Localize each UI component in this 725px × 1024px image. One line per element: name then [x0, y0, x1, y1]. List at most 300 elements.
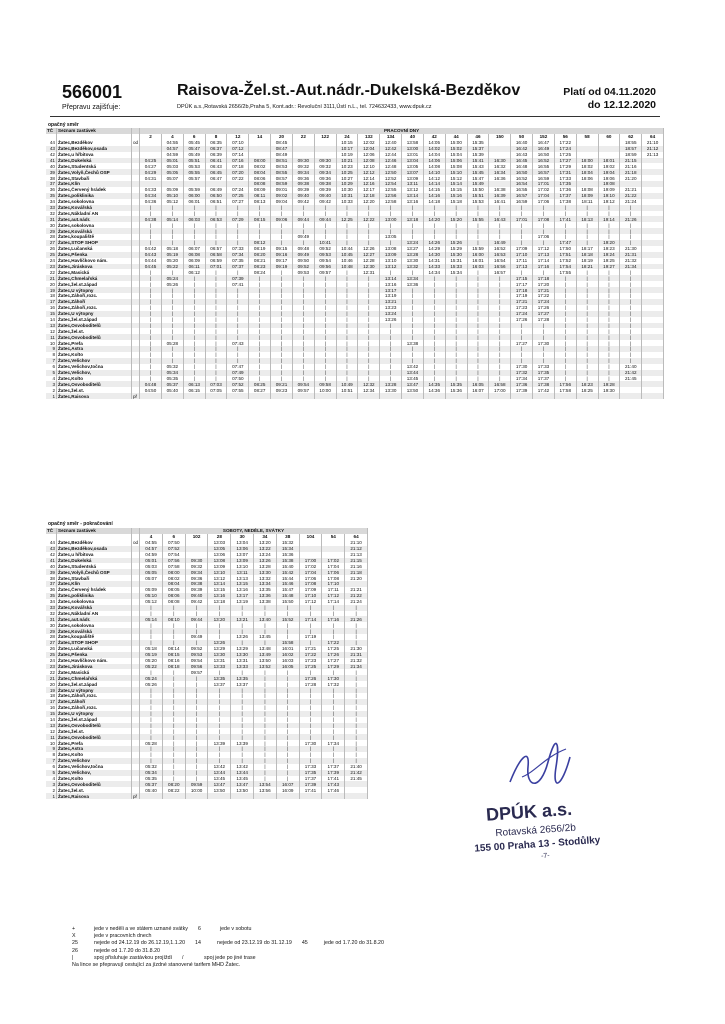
departure-time: |	[467, 211, 489, 217]
departure-time: |	[336, 281, 358, 287]
departure-time: 13:06	[208, 552, 231, 558]
departure-time: |	[249, 370, 271, 376]
departure-time: 16:55	[511, 187, 533, 193]
stop-number: 6	[46, 764, 57, 770]
departure-time: |	[598, 358, 620, 364]
departure-time: |	[205, 269, 227, 275]
departure-time: |	[254, 622, 277, 628]
legend-text: nejede od 23.12.19 do 31.12.19	[217, 940, 292, 947]
stop-number: 25	[46, 652, 57, 658]
departure-time: |	[140, 699, 163, 705]
departure-time: |	[249, 358, 271, 364]
trip-number: 132	[358, 134, 380, 140]
departure-time: 05:10	[140, 593, 163, 599]
departure-time: 05:32	[140, 764, 163, 770]
departure-time: |	[402, 358, 424, 364]
departure-time: |	[299, 605, 322, 611]
departure-time: 17:09	[511, 246, 533, 252]
departure-time: 05:18	[161, 246, 183, 252]
departure-time: |	[183, 328, 205, 334]
departure-time: |	[345, 687, 368, 693]
departure-time: |	[620, 305, 642, 311]
departure-time: |	[271, 358, 293, 364]
stop-name: Žatec,sokolovna	[57, 622, 132, 628]
departure-time: |	[205, 240, 227, 246]
departure-time: |	[314, 364, 336, 370]
departure-time: |	[249, 311, 271, 317]
departure-time: 17:37	[322, 764, 345, 770]
departure-time: |	[271, 328, 293, 334]
departure-time: 17:41	[299, 787, 322, 793]
departure-time: |	[423, 358, 445, 364]
departure-time: |	[445, 364, 467, 370]
departure-time	[489, 393, 511, 399]
departure-time: |	[620, 317, 642, 323]
departure-time: 14:04	[423, 152, 445, 158]
departure-time: 16:00	[467, 252, 489, 258]
departure-time: |	[358, 311, 380, 317]
departure-time: |	[162, 764, 185, 770]
departure-time: 10:51	[336, 387, 358, 393]
departure-time: |	[205, 211, 227, 217]
departure-time: 04:31	[140, 175, 162, 181]
departure-time: |	[271, 293, 293, 299]
departure-time: 21:10	[642, 140, 664, 146]
departure-time: |	[576, 205, 598, 211]
departure-time: 21:45	[345, 776, 368, 782]
departure-time: |	[162, 711, 185, 717]
departure-time: 05:09	[161, 187, 183, 193]
stop-name: Žatec,žel.st.západ	[57, 681, 132, 687]
departure-time: 17:54	[554, 264, 576, 270]
departure-time: |	[533, 228, 555, 234]
departure-time: 13:10	[380, 258, 402, 264]
departure-time: |	[423, 234, 445, 240]
departure-time: 09:52	[185, 646, 208, 652]
departure-time: |	[183, 281, 205, 287]
departure-time: 13:09	[402, 175, 424, 181]
departure-time: |	[314, 222, 336, 228]
departure-time: 13:05	[380, 234, 402, 240]
departure-time: 15:10	[445, 169, 467, 175]
departure-time: 09:32	[292, 163, 314, 169]
departure-time: 05:24	[161, 275, 183, 281]
departure-time	[345, 793, 368, 799]
departure-time: |	[423, 299, 445, 305]
departure-time: |	[276, 776, 299, 782]
departure-time: 05:10	[161, 193, 183, 199]
departure-time: 15:37	[467, 146, 489, 152]
departure-time: |	[140, 317, 162, 323]
departure-time: |	[620, 287, 642, 293]
departure-time: 06:53	[205, 216, 227, 222]
departure-time: 16:58	[489, 381, 511, 387]
legend-text: jede v sobotu	[219, 926, 252, 932]
departure-time: |	[183, 352, 205, 358]
stop-number: 28	[46, 634, 57, 640]
departure-time: 09:42	[314, 199, 336, 205]
stop-number: 44	[46, 540, 57, 546]
departure-time: |	[380, 211, 402, 217]
departure-time: 07:49	[227, 370, 249, 376]
departure-time: 17:58	[554, 387, 576, 393]
departure-time: 17:27	[511, 340, 533, 346]
departure-time: 06:50	[205, 193, 227, 199]
departure-time: |	[598, 323, 620, 329]
departure-time: 17:04	[533, 193, 555, 199]
departure-time: 15:34	[445, 269, 467, 275]
departure-time: |	[554, 234, 576, 240]
departure-time: 09:40	[292, 193, 314, 199]
departure-time	[402, 393, 424, 399]
stop-number: 23	[46, 664, 57, 670]
departure-time: 14:29	[423, 246, 445, 252]
departure-time: 19:24	[598, 252, 620, 258]
departure-time: |	[336, 334, 358, 340]
departure-time: 09:34	[314, 169, 336, 175]
departure-time: |	[358, 305, 380, 311]
departure-time: 09:42	[292, 199, 314, 205]
departure-time: 16:41	[489, 199, 511, 205]
stop-number: 26	[46, 246, 57, 252]
departure-time: 19:06	[598, 175, 620, 181]
departure-time: |	[271, 234, 293, 240]
departure-time: |	[554, 328, 576, 334]
stop-number: 7	[46, 758, 57, 764]
departure-time: |	[254, 705, 277, 711]
departure-time: 17:37	[554, 193, 576, 199]
departure-time: 17:19	[511, 293, 533, 299]
departure-time: |	[511, 328, 533, 334]
trip-number: 46	[467, 134, 489, 140]
departure-time: |	[292, 364, 314, 370]
departure-time: |	[162, 776, 185, 782]
departure-time: |	[489, 287, 511, 293]
stop-number: 36	[46, 587, 57, 593]
departure-time: |	[140, 705, 163, 711]
departure-time: 13:20	[208, 616, 231, 622]
departure-time: |	[227, 305, 249, 311]
departure-time: 07:29	[227, 216, 249, 222]
departure-time: 19:23	[598, 246, 620, 252]
departure-time: 17:12	[299, 599, 322, 605]
departure-time: 09:49	[292, 252, 314, 258]
departure-time: 06:47	[205, 175, 227, 181]
departure-time: |	[445, 299, 467, 305]
trip-number: 38	[276, 534, 299, 540]
departure-time: |	[185, 770, 208, 776]
departure-time: 21:31	[345, 652, 368, 658]
departure-time: |	[183, 234, 205, 240]
departure-time: 12:55	[380, 187, 402, 193]
departure-time: 09:53	[314, 252, 336, 258]
departure-time: |	[423, 370, 445, 376]
departure-time: |	[140, 622, 163, 628]
departure-time: 09:44	[185, 616, 208, 622]
departure-time: 17:41	[554, 216, 576, 222]
departure-time: |	[140, 234, 162, 240]
departure-time: 05:37	[161, 381, 183, 387]
departure-time: |	[423, 364, 445, 370]
departure-time: |	[205, 299, 227, 305]
departure-time	[467, 393, 489, 399]
departure-time: |	[576, 328, 598, 334]
departure-time: |	[467, 275, 489, 281]
departure-time: |	[140, 269, 162, 275]
departure-time: 13:26	[208, 640, 231, 646]
departure-time: 17:21	[533, 287, 555, 293]
departure-time: |	[554, 346, 576, 352]
departure-time: |	[467, 222, 489, 228]
departure-time: |	[254, 681, 277, 687]
departure-time: 08:49	[271, 152, 293, 158]
departure-time: 08:00	[162, 569, 185, 575]
legend-text: jede od 1.7.20 do 31.8.20	[323, 940, 384, 947]
trip-number: 54	[322, 534, 345, 540]
station-header: Seznam zastávek	[57, 128, 132, 134]
departure-time: 19:25	[598, 258, 620, 264]
departure-time: |	[292, 305, 314, 311]
departure-time: 14:05	[423, 140, 445, 146]
departure-time: |	[336, 234, 358, 240]
validity	[563, 86, 656, 112]
departure-time: 05:24	[140, 675, 163, 681]
departure-time: |	[292, 299, 314, 305]
departure-time: |	[276, 687, 299, 693]
departure-time: |	[292, 317, 314, 323]
departure-time: |	[576, 281, 598, 287]
departure-time	[554, 393, 576, 399]
departure-time: 14:34	[423, 269, 445, 275]
departure-time: 21:16	[345, 563, 368, 569]
departure-time: 17:21	[511, 299, 533, 305]
stop-name: Žatec,Osvoboditelů	[57, 781, 132, 787]
departure-time	[140, 393, 162, 399]
departure-time: 09:56	[314, 264, 336, 270]
departure-time: 13:11	[231, 569, 254, 575]
departure-time: |	[402, 323, 424, 329]
departure-time: |	[205, 287, 227, 293]
departure-time: |	[345, 634, 368, 640]
departure-time: 04:59	[161, 152, 183, 158]
departure-time: 05:03	[161, 163, 183, 169]
departure-time	[161, 393, 183, 399]
departure-time: |	[205, 222, 227, 228]
departure-time: 13:21	[231, 616, 254, 622]
stop-number: 39	[46, 169, 57, 175]
departure-time: 17:42	[533, 387, 555, 393]
stop-name: Žatec,U výtopny	[57, 287, 132, 293]
stop-name: Žatec,Dukelská	[57, 158, 132, 164]
departure-time: 15:04	[445, 152, 467, 158]
departure-time: 04:57	[161, 146, 183, 152]
departure-time: 17:10	[299, 593, 322, 599]
departure-time: 15:29	[445, 246, 467, 252]
departure-time: |	[345, 746, 368, 752]
departure-time: |	[358, 293, 380, 299]
legend-symbol: +	[72, 926, 76, 932]
departure-time: |	[161, 317, 183, 323]
departure-time: |	[254, 693, 277, 699]
departure-time: 09:49	[185, 634, 208, 640]
departure-time: |	[140, 346, 162, 352]
departure-time: 07:58	[162, 563, 185, 569]
departure-time: 18:19	[576, 258, 598, 264]
departure-time: 10:00	[185, 787, 208, 793]
departure-time: 21:21	[620, 187, 642, 193]
stop-number: 20	[46, 681, 57, 687]
departure-time: |	[208, 752, 231, 758]
departure-time: 10:44	[336, 246, 358, 252]
departure-time: |	[254, 752, 277, 758]
departure-time: 17:36	[554, 187, 576, 193]
departure-time: |	[231, 734, 254, 740]
trip-number: 20	[271, 134, 293, 140]
legend-symbol: 6	[197, 926, 201, 932]
stop-name: Žatec,Pšenka	[57, 652, 132, 658]
departure-time: |	[620, 358, 642, 364]
stop-name: Žatec,STOP SHOP	[57, 640, 132, 646]
departure-time: |	[254, 740, 277, 746]
departure-time: |	[336, 222, 358, 228]
departure-time: |	[254, 711, 277, 717]
departure-time: |	[140, 634, 163, 640]
legend-symbol: |	[72, 954, 74, 961]
departure-time: 09:42	[185, 599, 208, 605]
departure-time: |	[314, 323, 336, 329]
departure-time: |	[445, 305, 467, 311]
departure-time: 13:47	[208, 781, 231, 787]
departure-time: 13:42	[208, 764, 231, 770]
departure-time: |	[249, 305, 271, 311]
departure-time: |	[231, 605, 254, 611]
departure-time: |	[140, 328, 162, 334]
departure-time: |	[380, 352, 402, 358]
departure-time: 21:30	[620, 246, 642, 252]
departure-time: 13:07	[402, 169, 424, 175]
departure-time: |	[345, 605, 368, 611]
departure-time: 17:34	[322, 740, 345, 746]
departure-time: 13:48	[254, 646, 277, 652]
departure-time: 13:09	[380, 252, 402, 258]
departure-time: |	[423, 211, 445, 217]
departure-time: 13:16	[208, 593, 231, 599]
departure-time: |	[322, 752, 345, 758]
departure-time: 21:18	[620, 169, 642, 175]
departure-time: 17:30	[299, 740, 322, 746]
departure-time: |	[185, 764, 208, 770]
departure-time: |	[162, 752, 185, 758]
departure-time: |	[554, 305, 576, 311]
departure-time: |	[140, 370, 162, 376]
departure-time: 17:12	[322, 593, 345, 599]
stop-name: Žatec,Záhoří,rozc.	[57, 693, 132, 699]
departure-time: 09:17	[271, 258, 293, 264]
departure-time: |	[271, 323, 293, 329]
departure-time: |	[423, 305, 445, 311]
departure-time: |	[445, 293, 467, 299]
departure-time: 15:49	[467, 181, 489, 187]
departure-time: 17:26	[299, 675, 322, 681]
departure-time: 13:50	[208, 787, 231, 793]
departure-time: |	[183, 334, 205, 340]
departure-time: |	[336, 317, 358, 323]
departure-time: |	[576, 240, 598, 246]
departure-time: 04:33	[140, 187, 162, 193]
departure-time	[227, 393, 249, 399]
departure-time	[380, 393, 402, 399]
departure-time: 09:23	[271, 387, 293, 393]
departure-time: 21:32	[345, 658, 368, 664]
departure-time: |	[162, 611, 185, 617]
departure-time: |	[322, 758, 345, 764]
departure-time: 21:34	[345, 664, 368, 670]
stop-name: Žatec,Nákladní AN	[57, 611, 132, 617]
departure-time: 21:32	[620, 258, 642, 264]
departure-time: 17:09	[299, 587, 322, 593]
departure-time: |	[620, 222, 642, 228]
departure-time: 13:44	[402, 370, 424, 376]
departure-time: 19:20	[598, 240, 620, 246]
departure-time: |	[140, 669, 163, 675]
departure-time: |	[140, 352, 162, 358]
departure-time: 14:06	[423, 158, 445, 164]
departure-time: 17:30	[511, 364, 533, 370]
departure-time: 16:57	[533, 169, 555, 175]
departure-time: 15:36	[445, 387, 467, 393]
departure-time: |	[292, 376, 314, 382]
departure-time: |	[292, 370, 314, 376]
departure-time: |	[554, 311, 576, 317]
departure-time: 13:26	[380, 317, 402, 323]
departure-time: |	[276, 758, 299, 764]
stop-name: Žatec,Havlíčkovo nám.	[57, 258, 132, 264]
departure-time: |	[358, 364, 380, 370]
departure-time: |	[489, 211, 511, 217]
stop-number: 5	[46, 770, 57, 776]
departure-time: 13:04	[402, 158, 424, 164]
departure-time: 13:00	[402, 146, 424, 152]
departure-time: 17:24	[533, 299, 555, 305]
departure-time: |	[336, 340, 358, 346]
departure-time: 15:33	[445, 264, 467, 270]
departure-time: 17:39	[322, 770, 345, 776]
stop-number: 35	[46, 593, 57, 599]
stop-name: Žatec,U výtopny	[57, 687, 132, 693]
stop-number: 26	[46, 646, 57, 652]
departure-time: |	[254, 628, 277, 634]
stop-number: 7	[46, 358, 57, 364]
departure-time: 07:35	[227, 258, 249, 264]
departure-time: |	[292, 328, 314, 334]
departure-time: |	[598, 370, 620, 376]
departure-time: |	[140, 311, 162, 317]
departure-time: |	[314, 334, 336, 340]
departure-time: |	[598, 287, 620, 293]
departure-time: |	[205, 328, 227, 334]
departure-time: 04:25	[140, 158, 162, 164]
departure-time: |	[276, 699, 299, 705]
departure-time	[249, 393, 271, 399]
departure-time: 13:49	[254, 652, 277, 658]
stop-name: Žatec,Záhoří,rozc.	[57, 293, 132, 299]
departure-time: |	[205, 317, 227, 323]
departure-time: 09:38	[292, 181, 314, 187]
departure-time: |	[140, 205, 162, 211]
departure-time: 10:30	[336, 187, 358, 193]
departure-time: 17:04	[299, 569, 322, 575]
stop-name: Žatec,Osvoboditelů	[57, 323, 132, 329]
